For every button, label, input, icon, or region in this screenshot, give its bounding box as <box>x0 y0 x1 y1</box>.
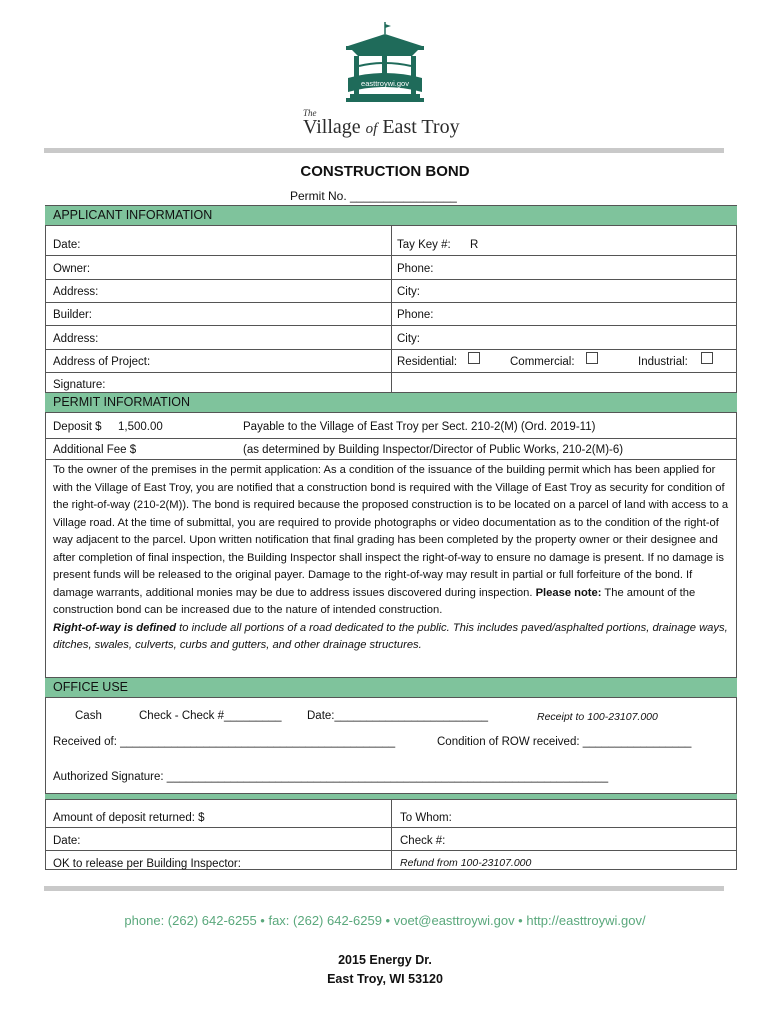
to-whom-field[interactable]: To Whom: <box>400 812 452 824</box>
row-line <box>45 279 737 280</box>
commercial-checkbox[interactable] <box>586 352 598 364</box>
return-date-field[interactable]: Date: <box>53 835 81 847</box>
row-line <box>45 372 737 373</box>
check-number-field[interactable]: Check - Check #_________ <box>139 710 282 722</box>
signature-field[interactable]: Signature: <box>53 379 106 391</box>
gazebo-icon <box>342 22 428 108</box>
logo-the: The <box>303 108 317 118</box>
row-condition-field[interactable]: Condition of ROW received: _________________ <box>437 736 692 748</box>
owner-address-field[interactable]: Address: <box>53 286 99 298</box>
builder-phone-field[interactable]: Phone: <box>397 309 434 321</box>
applicant-section-header: APPLICANT INFORMATION <box>45 205 737 226</box>
builder-address-field[interactable]: Address: <box>53 333 99 345</box>
tax-key-field[interactable]: Tay Key #: <box>397 239 451 251</box>
row-line <box>45 349 737 350</box>
tax-key-value: R <box>470 239 479 251</box>
deposit-label: Deposit $ <box>53 421 102 433</box>
office-date-field[interactable]: Date:________________________ <box>307 710 488 722</box>
office-section-header: OFFICE USE <box>45 677 737 698</box>
owner-phone-field[interactable]: Phone: <box>397 263 434 275</box>
receipt-account-note: Receipt to 100-23107.000 <box>537 711 658 723</box>
residential-checkbox[interactable] <box>468 352 480 364</box>
commercial-label: Commercial: <box>510 356 575 368</box>
builder-field[interactable]: Builder: <box>53 309 92 321</box>
bottom-divider <box>44 886 724 891</box>
row-line <box>45 325 737 326</box>
bond-terms-paragraph: To the owner of the premises in the permit application: As a condition of the issuance of the building permit which has been applied for with the Village of East Troy, you are notified that a construction bond is required with the Village of East Troy as security for condition of the right-of-way (210-2(M)). The bond is required because the proposed construction is to be located on a parcel of land with access to a Village road. At the time of submittal, you are required to provide photographs or video documentation as to the condition of the right-of way adjacent to the parcel. Upon written notification that final grading has been completed by the property owner or their designee and after completion of final inspection, the Building Inspector shall inspect the right-of-way to ensure no damage is present. If no damage is present funds will be released to the original payer. Damage to the right-of-way may result in partial or full forfeiture of the bond. If damage warrants, additional monies may be due to address issues discovered during inspection. Please note: The amount of the construction bond can be increased due to the nature of intended construction. Right-of-way is defined to include all portions of a road dedicated to the public. This includes paved/asphalted portions, drainage ways, ditches, swales, culverts, curbs and gutters, and other drainage structures. <box>53 464 729 651</box>
row-line <box>45 827 737 828</box>
row-line <box>45 255 737 256</box>
svg-text:easttroywi.gov: easttroywi.gov <box>361 79 409 88</box>
project-address-field[interactable]: Address of Project: <box>53 356 151 368</box>
city-address: East Troy, WI 53120 <box>327 972 443 986</box>
office-column-divider <box>391 800 392 870</box>
applicant-column-divider <box>391 226 392 393</box>
amount-returned-field[interactable]: Amount of deposit returned: $ <box>53 812 205 824</box>
office-divider-bar <box>45 793 737 800</box>
logo-village-name: Village of East Troy <box>303 116 460 138</box>
permit-section-header: PERMIT INFORMATION <box>45 392 737 413</box>
row-line <box>45 459 737 460</box>
authorized-signature-field[interactable]: Authorized Signature: _____________________________________________________________________ <box>53 771 609 783</box>
ok-release-field[interactable]: OK to release per Building Inspector: <box>53 858 241 870</box>
row-line <box>45 850 737 851</box>
industrial-checkbox[interactable] <box>701 352 713 364</box>
cash-option[interactable]: Cash <box>75 710 102 722</box>
additional-fee-note: (as determined by Building Inspector/Director of Public Works, 210-2(M)-6) <box>243 444 624 456</box>
date-field[interactable]: Date: <box>53 239 81 251</box>
return-check-field[interactable]: Check #: <box>400 835 446 847</box>
top-divider <box>44 148 724 153</box>
industrial-label: Industrial: <box>638 356 688 368</box>
owner-city-field[interactable]: City: <box>397 286 420 298</box>
received-of-field[interactable]: Received of: ___________________________________________ <box>53 736 396 748</box>
residential-label: Residential: <box>397 356 458 368</box>
village-logo <box>300 20 470 138</box>
refund-account-note: Refund from 100-23107.000 <box>400 857 532 869</box>
deposit-note: Payable to the Village of East Troy per Sect. 210-2(M) (Ord. 2019-11) <box>243 421 596 433</box>
builder-city-field[interactable]: City: <box>397 333 420 345</box>
owner-field[interactable]: Owner: <box>53 263 91 275</box>
row-line <box>45 438 737 439</box>
additional-fee-label: Additional Fee $ <box>53 444 137 456</box>
street-address: 2015 Energy Dr. <box>338 953 432 967</box>
permit-number-field[interactable]: Permit No. ________________ <box>290 189 457 203</box>
page-title: CONSTRUCTION BOND <box>300 163 470 180</box>
deposit-amount: 1,500.00 <box>118 421 163 433</box>
row-line <box>45 302 737 303</box>
contact-footer: phone: (262) 642-6255 • fax: (262) 642-6259 • voet@easttroywi.gov • http://easttroywi.gov/ <box>124 913 646 928</box>
